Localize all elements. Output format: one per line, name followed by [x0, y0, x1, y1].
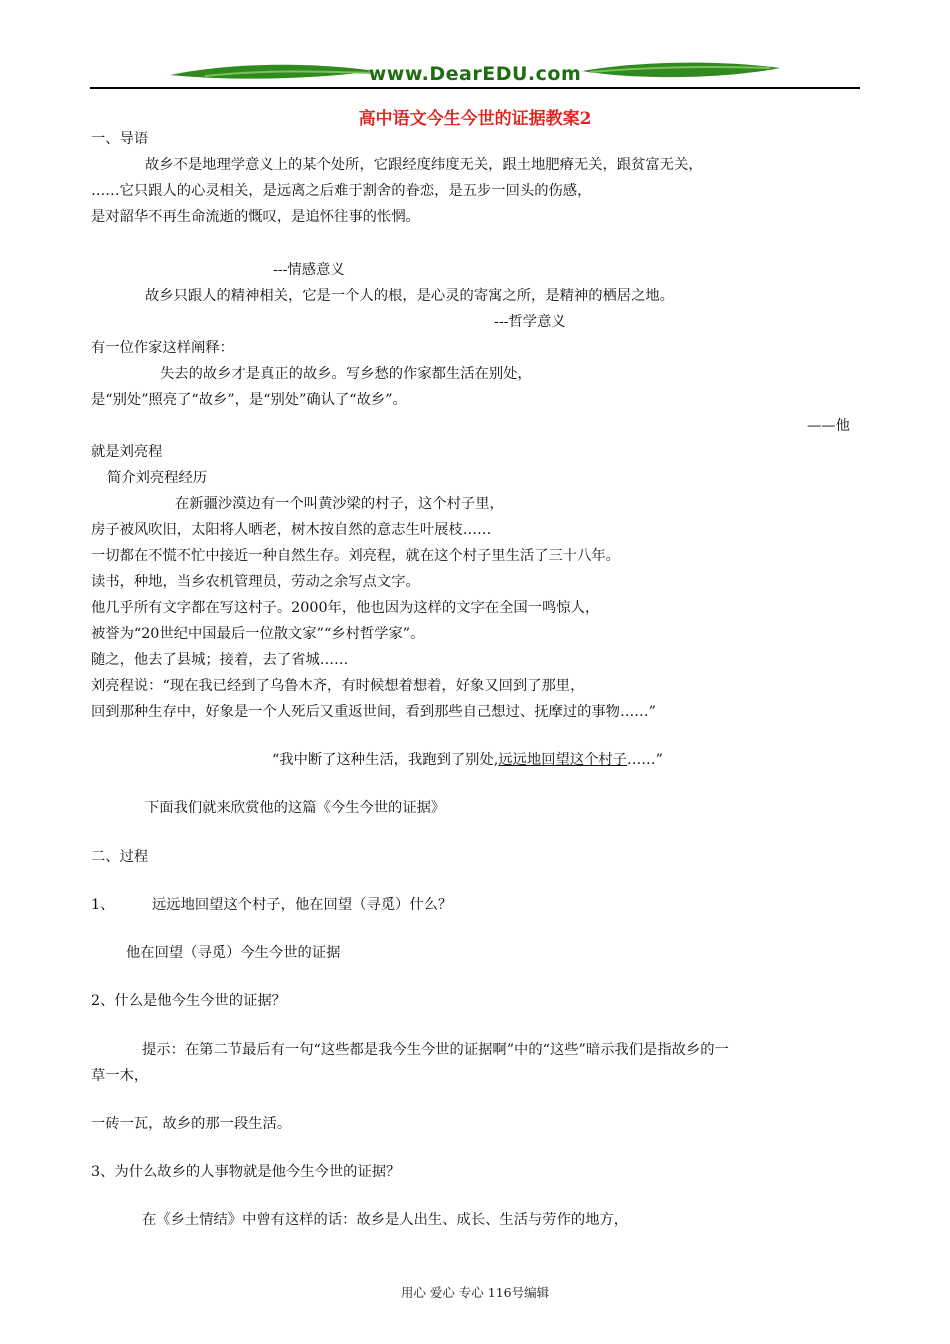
- paragraph-line: ……它只跟人的心灵相关，是远离之后难于割舍的眷恋，是五步一回头的伤感，: [91, 183, 592, 199]
- header-rule: [90, 87, 860, 89]
- paragraph-line: 房子被风吹旧，太阳将人晒老，树木按自然的意志生叶展枝……: [91, 522, 492, 538]
- question-text: 远远地回望这个村子，他在回望（寻觅）什么？: [152, 897, 453, 913]
- paragraph-line: 故乡只跟人的精神相关，它是一个人的根，是心灵的寄寓之所，是精神的栖居之地。: [145, 288, 674, 304]
- quote-close: ……”: [626, 752, 663, 768]
- hint-text: 草一木，: [91, 1068, 149, 1084]
- paragraph-line: 读书，种地，当乡农机管理员，劳动之余写点文字。: [91, 574, 420, 590]
- paragraph-line: 是对韶华不再生命流逝的慨叹，是追怀往事的怅惘。: [91, 209, 420, 225]
- answer-text: 他在回望（寻觅）今生今世的证据: [126, 945, 341, 961]
- paragraph-line: 下面我们就来欣赏他的这篇《今生今世的证据》: [145, 800, 446, 816]
- sub-heading: 简介刘亮程经历: [107, 470, 208, 486]
- paragraph-line: 故乡不是地理学意义上的某个处所，它跟经度纬度无关，跟土地肥瘠无关，跟贫富无关，: [145, 157, 703, 173]
- paragraph-line: 是“别处”照亮了“故乡”，是“别处”确认了“故乡”。: [91, 392, 407, 408]
- question-text: 2、什么是他今生今世的证据？: [91, 993, 286, 1009]
- paragraph-line: 有一位作家这样阐释：: [91, 340, 234, 356]
- page-footer: 用心 爱心 专心 116号编辑: [400, 1285, 550, 1300]
- paragraph-line: 在新疆沙漠边有一个叫黄沙梁的村子，这个村子里，: [175, 496, 504, 512]
- question-number: 1、: [91, 897, 115, 913]
- paragraph-line: 回到那种生存中，好象是一个人死后又重返世间，看到那些自己想过、抚摩过的事物……”: [91, 704, 656, 720]
- paragraph-line: 被誉为“20世纪中国最后一位散文家”“乡村哲学家”。: [91, 626, 425, 642]
- hint-text: 提示：在第二节最后有一句“这些都是我今生今世的证据啊”中的“这些”暗示我们是指故乡的一: [142, 1042, 729, 1058]
- quote-open: “我中断了这种生活，我跑到了别处,: [272, 752, 499, 768]
- paragraph-line: 就是刘亮程: [91, 444, 163, 460]
- section-heading: 二、过程: [91, 849, 149, 865]
- paragraph-line: 失去的故乡才是真正的故乡。写乡愁的作家都生活在别处，: [160, 366, 532, 382]
- quote-line: [272, 750, 663, 770]
- paragraph-line: 随之，他去了县城；接着，去了省城……: [91, 652, 349, 668]
- paragraph-line: 他几乎所有文字都在写这村子。2000年，他也因为这样的文字在全国一鸣惊人，: [91, 600, 600, 616]
- paragraph-line: 刘亮程说：“现在我已经到了乌鲁木齐，有时候想着想着，好象又回到了那里，: [91, 678, 585, 694]
- section-heading: 一、导语: [91, 131, 149, 147]
- paragraph-line: 一切都在不慌不忙中接近一种自然生存。刘亮程，就在这个村子里生活了三十八年。: [91, 548, 620, 564]
- question-text: 3、为什么故乡的人事物就是他今生今世的证据？: [91, 1164, 401, 1180]
- paragraph-line: 在《乡土情结》中曾有这样的话：故乡是人出生、成长、生活与劳作的地方，: [142, 1212, 629, 1228]
- site-header: [90, 58, 860, 92]
- quote-underlined: 远远地回望这个村子: [498, 752, 627, 768]
- hint-text: 一砖一瓦，故乡的那一段生活。: [91, 1116, 292, 1132]
- site-logo-text[interactable]: www.DearEDU.com: [368, 63, 582, 85]
- attribution-line: ---情感意义: [273, 262, 345, 278]
- attribution-line: ---哲学意义: [494, 314, 566, 330]
- document-title: 高中语文今生今世的证据教案2: [358, 109, 592, 129]
- paragraph-line: ——他: [807, 418, 850, 434]
